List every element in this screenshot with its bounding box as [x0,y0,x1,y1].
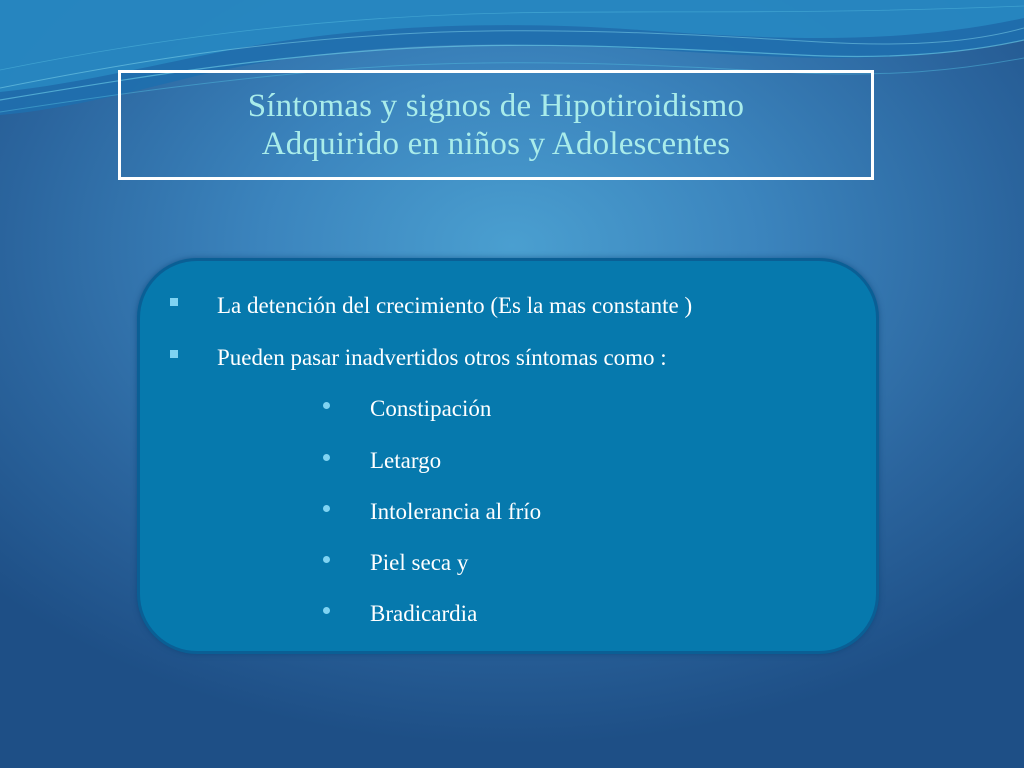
list-item [370,600,477,628]
round-bullet-icon [323,607,330,614]
sub-bullet-text-4: Piel seca y [370,550,469,575]
slide-title-line-2: Adquirido en niños y Adolescentes [261,126,731,162]
list-item [370,447,441,475]
bullet-text-2: Pueden pasar inadvertidos otros síntomas como : [217,345,667,370]
round-bullet-icon [323,454,330,461]
slide-title-box [118,70,874,180]
list-item [370,549,468,577]
round-bullet-icon [323,402,330,409]
sub-bullet-text-3: Intolerancia al frío [370,499,542,524]
list-item [370,395,491,423]
square-bullet-icon [170,350,178,358]
list-item [370,498,541,526]
list-item [217,344,667,372]
list-item [217,292,692,320]
sub-bullet-text-1: Constipación [370,396,492,421]
slide-title-line-1: Síntomas y signos de Hipotiroidismo [247,88,745,124]
round-bullet-icon [323,556,330,563]
sub-bullet-text-2: Letargo [370,448,442,473]
sub-bullet-text-5: Bradicardia [370,601,478,626]
bullet-text-1: La detención del crecimiento (Es la mas constante ) [217,293,693,318]
round-bullet-icon [323,505,330,512]
square-bullet-icon [170,298,178,306]
